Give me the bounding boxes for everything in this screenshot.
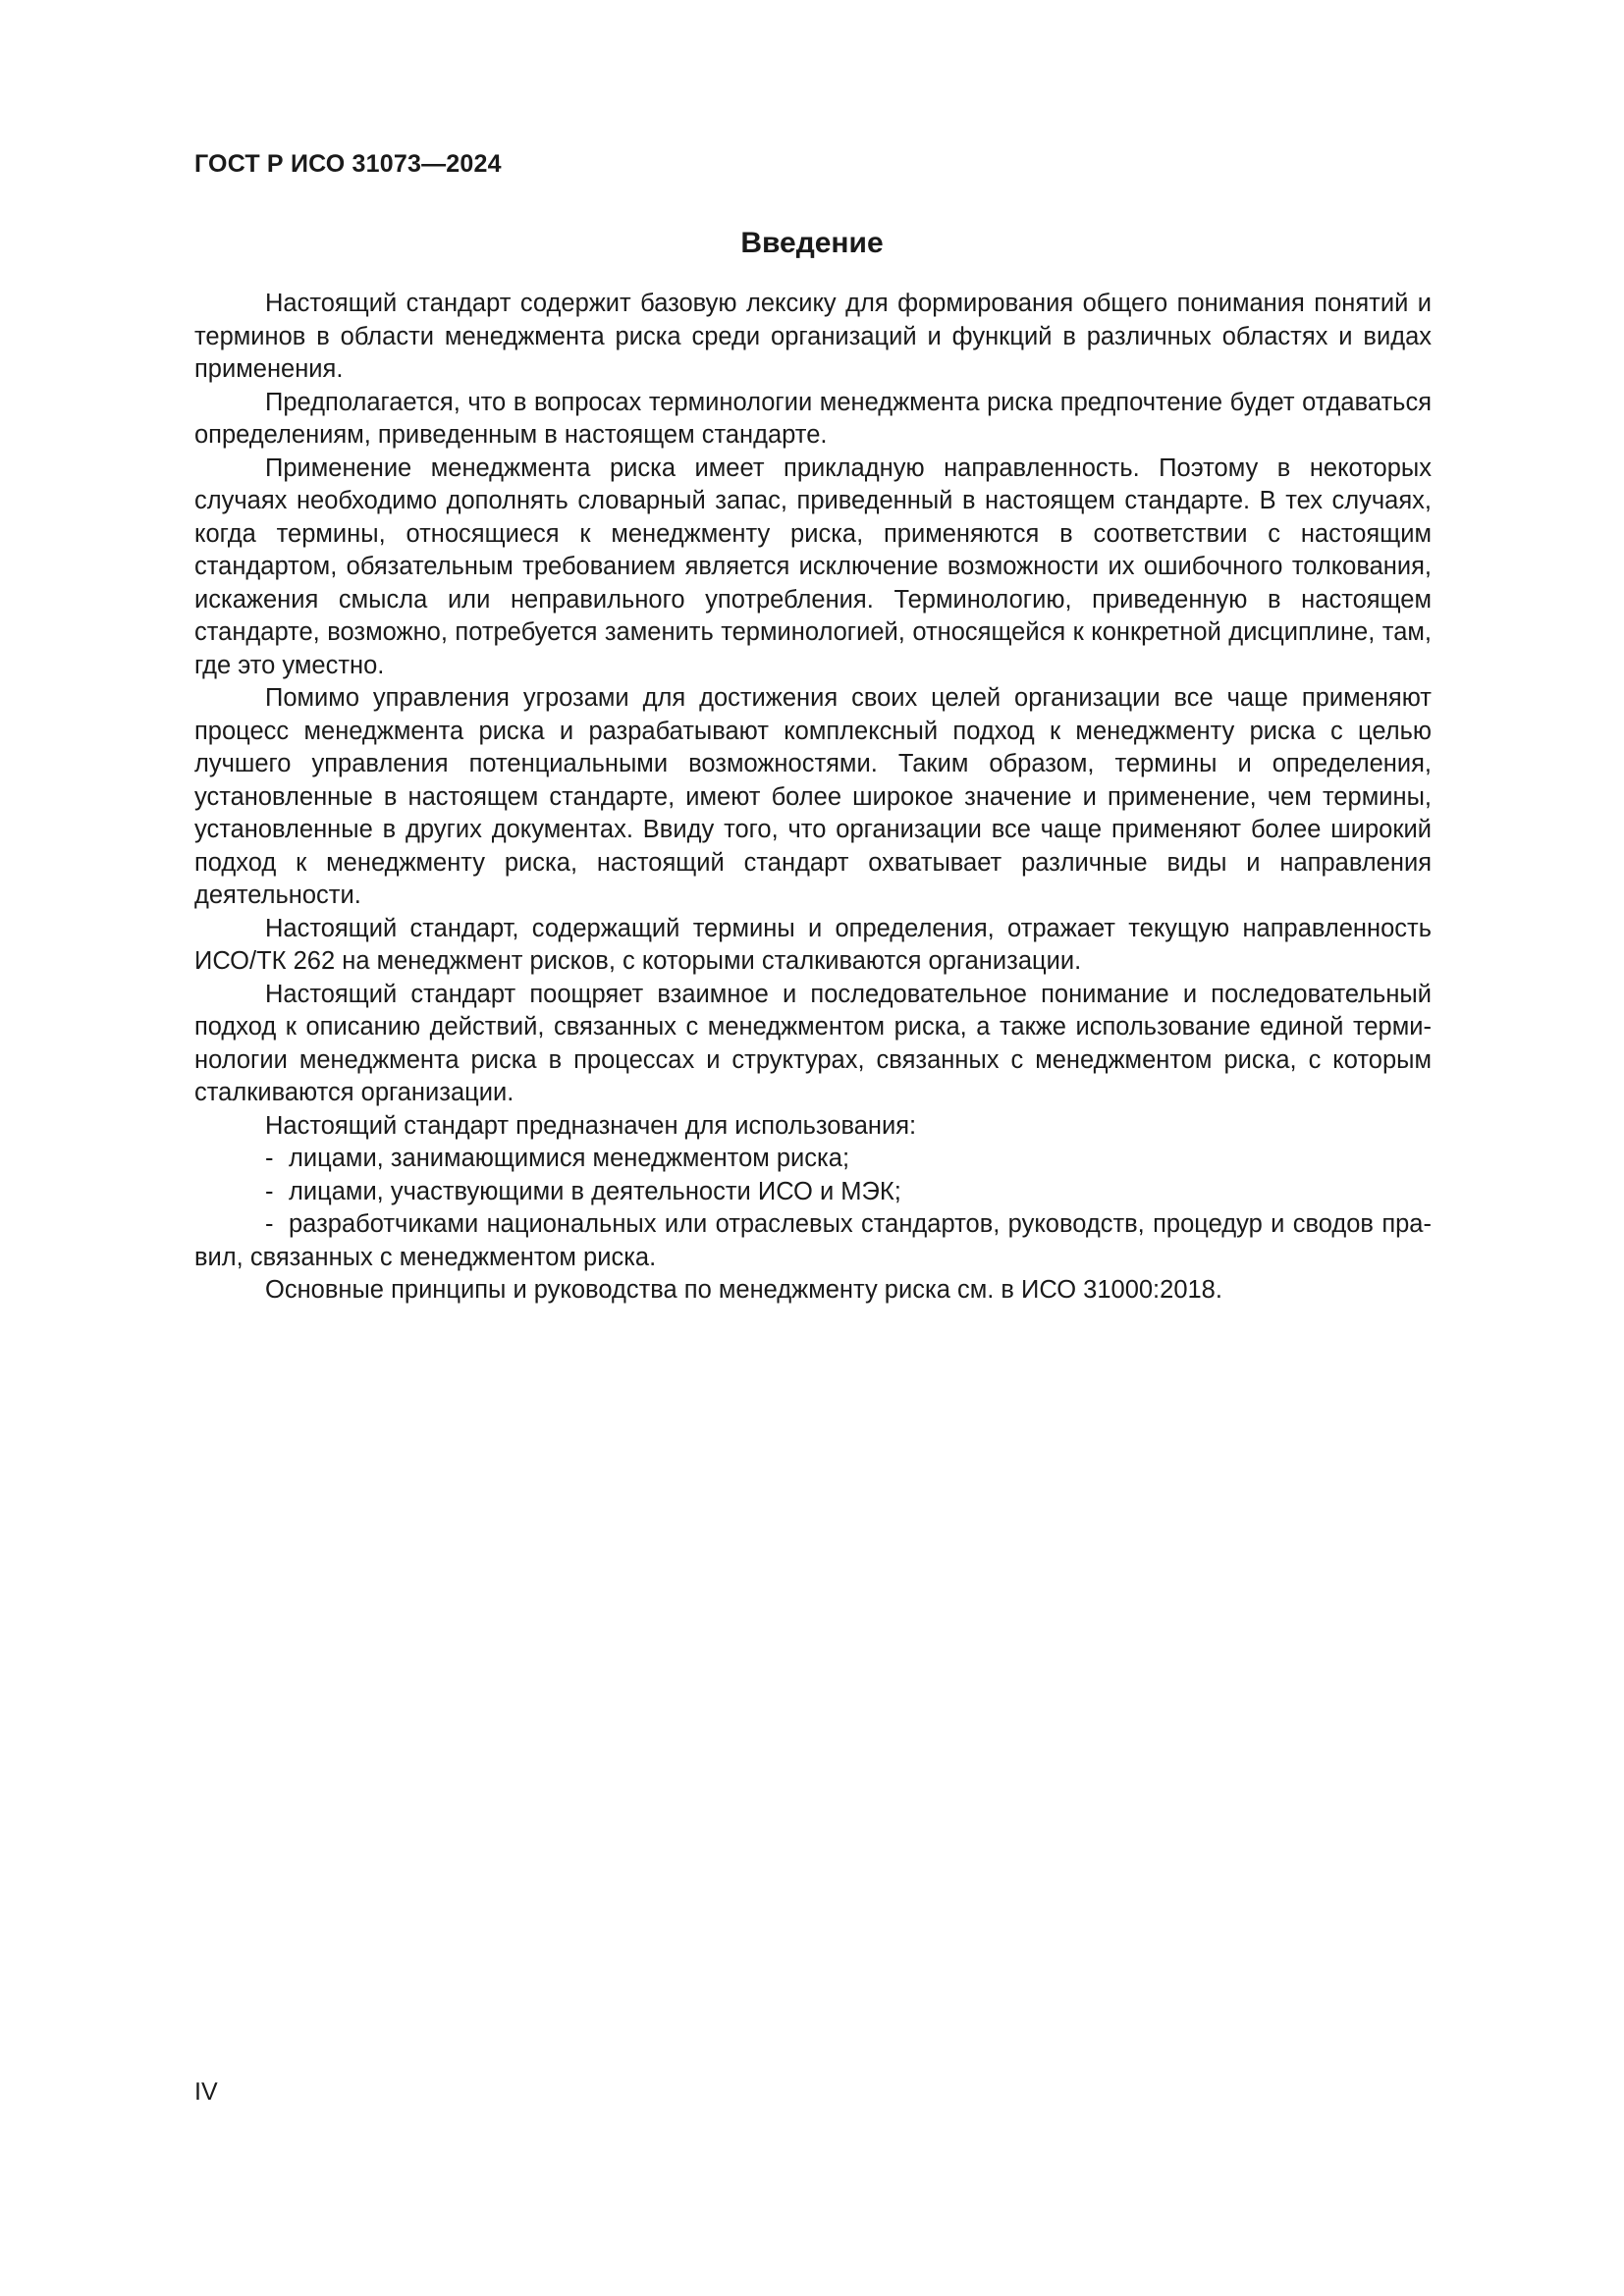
list-item xyxy=(194,1143,1432,1176)
list-item xyxy=(194,1176,1432,1209)
section-title: Введение xyxy=(740,227,884,259)
paragraph: Настоящий стандарт предназначен для использования: xyxy=(265,1111,917,1140)
paragraph: Помимо управления угрозами для достижения своих целей организации все чаще применяют процесс менеджмента риска и разрабатывают комплексный подход к менеджменту риска с целью лучшего управления потенциальными возможностями. Таким образом, термины и определения, установленные в настоящем стандарте, имеют более широкое значение и применение, чем термины, установленные в других документах. Ввиду того, что организации все чаще применяют более широкий подход к менеджменту риска, настоящий стандарт охватывает различные виды и направления деятельности. xyxy=(194,684,1432,909)
paragraph: Настоящий стандарт поощряет взаимное и последовательное понимание и последовательный подход к описанию действий, связанных с менеджментом риска, а также использование единой терминологии менеджмента риска в процессах и структурах, связанных с менеджментом риска, с которым сталкиваются организации. xyxy=(194,980,1432,1106)
list-item-text: разработчиками национальных или отраслевых стандартов, руководств, процедур и сводов правил, связанных с менеджментом риска. xyxy=(194,1210,1432,1271)
paragraph: Настоящий стандарт содержит базовую лексику для формирования общего понимания понятий и терминов в области менеджмента риска среди организаций и функций в различных областях и видах применения. xyxy=(194,290,1432,383)
usage-list xyxy=(194,1143,1432,1274)
paragraph: Настоящий стандарт, содержащий термины и определения, отражает текущую направленность ИСО/ТК 262 на менеджмент рисков, с которыми сталкиваются организации. xyxy=(194,914,1432,975)
dash-bullet-icon: - xyxy=(265,1145,274,1172)
dash-bullet-icon: - xyxy=(265,1210,274,1238)
paragraph: Применение менеджмента риска имеет прикладную направленность. Поэтому в некоторых случаях необходимо дополнять словарный запас, приведенный в настоящем стандарте. В тех случаях, когда термины, относящиеся к менеджменту риска, применяются в соответствии с настоящим стандартом, обязательным требованием является исключение возможности их ошибочного толкования, искажения смысла или неправильного употребления. Терминологию, приведенную в настоящем стандарте, возможно, потребуется заменить терминологией, относящейся к конкретной дисциплине, там, где это уместно. xyxy=(194,454,1432,679)
document-code-header: ГОСТ Р ИСО 31073—2024 xyxy=(194,150,502,178)
list-item-text: лицами, занимающимися менеджментом риска; xyxy=(289,1145,850,1172)
section-body xyxy=(194,288,1432,1308)
page-number: IV xyxy=(194,2078,218,2106)
dash-bullet-icon: - xyxy=(265,1177,274,1205)
closing-paragraph: Основные принципы и руководства по менеджменту риска см. в ИСО 31000:2018. xyxy=(265,1276,1222,1304)
paragraph: Предполагается, что в вопросах терминологии менеджмента риска предпочтение будет отдаваться определениям, приведенным в настоящем стандарте. xyxy=(194,388,1432,449)
list-item xyxy=(194,1208,1432,1274)
list-item-text: лицами, участвующими в деятельности ИСО и МЭК; xyxy=(289,1177,901,1205)
